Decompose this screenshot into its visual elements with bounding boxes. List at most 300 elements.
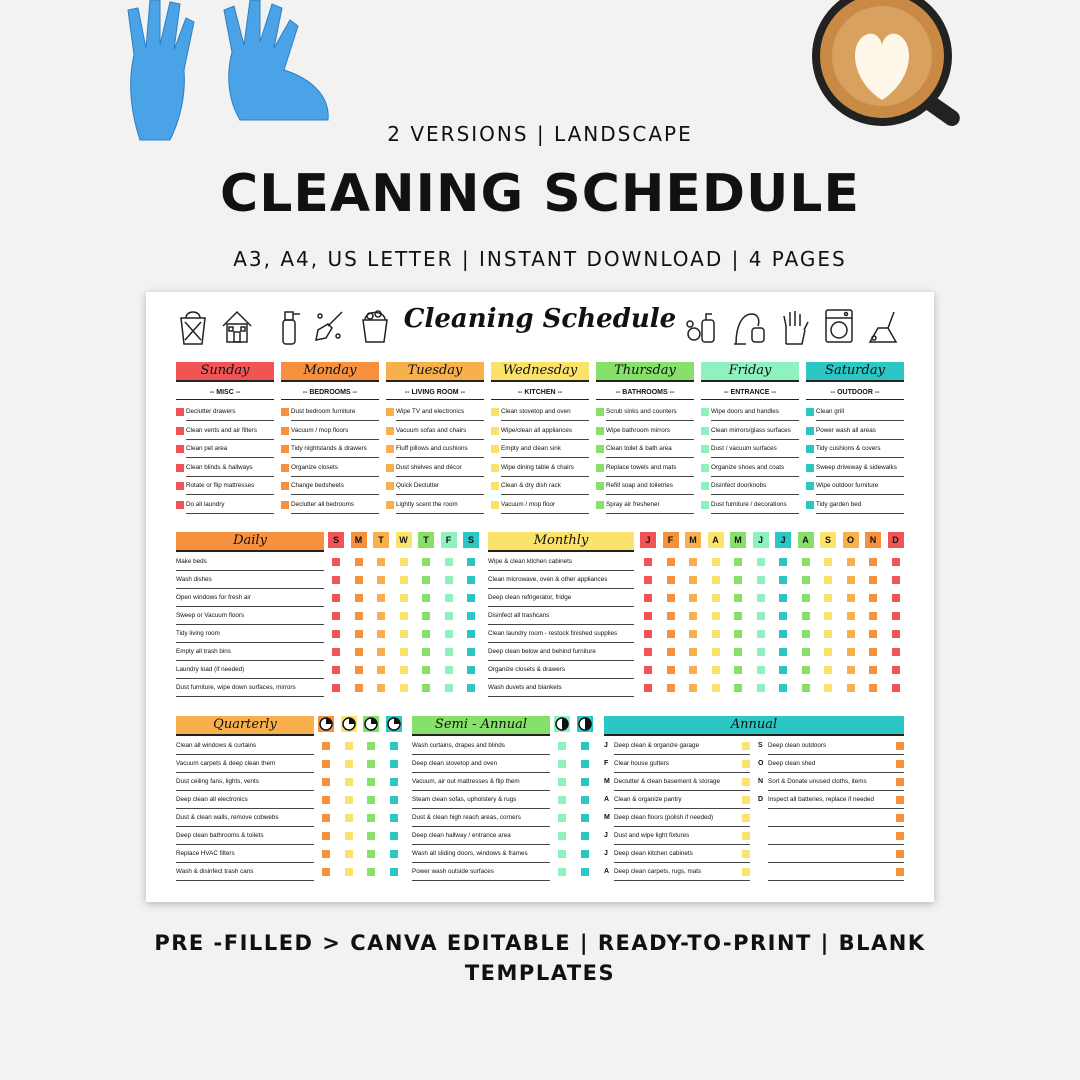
checkbox-square: [345, 742, 353, 750]
semi-annual-task: Power wash outside surfaces: [412, 864, 550, 881]
checkbox-square: [757, 684, 765, 692]
checkbox-square: [742, 850, 750, 858]
checkbox-square: [896, 850, 904, 858]
weekly-task: Wipe TV and electronics: [396, 404, 484, 421]
half-year-icon: [554, 716, 570, 732]
daily-task: Laundry load (if needed): [176, 662, 324, 679]
checkbox-square: [802, 666, 810, 674]
checkbox-square: [742, 868, 750, 876]
checkbox-square: [581, 832, 589, 840]
checkbox-square: [377, 684, 385, 692]
checkbox-square: [422, 666, 430, 674]
checkbox-square: [802, 648, 810, 656]
checkbox-square: [422, 684, 430, 692]
checkbox-square: [355, 630, 363, 638]
checkbox-square: [445, 630, 453, 638]
weekly-task: Wipe dining table & chairs: [501, 460, 589, 477]
checkbox-square: [332, 648, 340, 656]
checkbox-square: [367, 742, 375, 750]
coffee-cup-image: [810, 0, 970, 140]
weekly-task: Dust / vacuum surfaces: [711, 441, 799, 458]
checkbox-square: [896, 742, 904, 750]
checkbox-square: [757, 558, 765, 566]
checkbox-square: [667, 558, 675, 566]
checkbox-square: [422, 630, 430, 638]
checkbox-square: [644, 684, 652, 692]
checkbox-square: [869, 630, 877, 638]
checkbox-square: [355, 666, 363, 674]
weekly-task: Spray air freshener: [606, 497, 694, 514]
weekly-task: Replace towels and mats: [606, 460, 694, 477]
checkbox-square: [712, 648, 720, 656]
checkbox-square: [322, 760, 330, 768]
annual-task: [768, 846, 904, 863]
checkbox-square: [467, 684, 475, 692]
daily-task: Sweep or Vacuum floors: [176, 608, 324, 625]
checkbox-square: [390, 832, 398, 840]
task-color-square: [176, 427, 184, 435]
task-color-square: [596, 501, 604, 509]
weekday-letter: S: [328, 532, 344, 548]
checkbox-square: [332, 612, 340, 620]
monthly-task: Disinfect all trashcans: [488, 608, 634, 625]
daily-task: Tidy living room: [176, 626, 324, 643]
checkbox-square: [345, 760, 353, 768]
annual-month-letter: J: [604, 850, 608, 857]
quarterly-task: Wash & disinfect trash cans: [176, 864, 314, 881]
monthly-header: Monthly: [488, 532, 634, 552]
glove-hand-icon: [778, 306, 812, 346]
weekly-task: Declutter drawers: [186, 404, 274, 421]
task-color-square: [491, 445, 499, 453]
checkbox-square: [667, 612, 675, 620]
house-icon: [220, 306, 254, 346]
checkbox-square: [869, 576, 877, 584]
checkbox-square: [779, 666, 787, 674]
checkbox-square: [422, 648, 430, 656]
weekday-letter: T: [418, 532, 434, 548]
day-category: -- ENTRANCE --: [701, 387, 799, 400]
checkbox-square: [667, 648, 675, 656]
checkbox-square: [734, 576, 742, 584]
weekly-task: Power wash all areas: [816, 423, 904, 440]
day-header: Wednesday: [491, 362, 589, 382]
checkbox-square: [322, 850, 330, 858]
checkbox-square: [712, 630, 720, 638]
weekly-task: Tidy garden bed: [816, 497, 904, 514]
daily-task: Wash dishes: [176, 572, 324, 589]
checkbox-square: [824, 648, 832, 656]
task-color-square: [491, 482, 499, 490]
task-color-square: [386, 427, 394, 435]
checkbox-square: [322, 742, 330, 750]
monthly-task: Organize closets & drawers: [488, 662, 634, 679]
annual-task: [768, 828, 904, 845]
checkbox-square: [581, 850, 589, 858]
checkbox-square: [367, 760, 375, 768]
checkbox-square: [445, 684, 453, 692]
checkbox-square: [757, 594, 765, 602]
checkbox-square: [847, 612, 855, 620]
day-header: Monday: [281, 362, 379, 382]
task-color-square: [806, 464, 814, 472]
subtitle-bottom: A3, A4, US LETTER | INSTANT DOWNLOAD | 4 PAGES: [233, 247, 847, 271]
task-color-square: [701, 445, 709, 453]
checkbox-square: [581, 760, 589, 768]
checkbox-square: [802, 594, 810, 602]
weekday-letter: S: [463, 532, 479, 548]
weekly-task: Tidy cushions & covers: [816, 441, 904, 458]
checkbox-square: [712, 684, 720, 692]
footer-text: [0, 928, 1080, 988]
task-color-square: [806, 482, 814, 490]
checkbox-square: [757, 648, 765, 656]
annual-task: Deep clean shed: [768, 756, 904, 773]
checkbox-square: [802, 576, 810, 584]
checkbox-square: [390, 850, 398, 858]
month-letter: M: [685, 532, 701, 548]
dustpan-icon: [866, 306, 900, 346]
checkbox-square: [779, 684, 787, 692]
quarterly-task: Replace HVAC filters: [176, 846, 314, 863]
task-color-square: [176, 445, 184, 453]
subtitle-top: 2 VERSIONS | LANDSCAPE: [387, 122, 693, 146]
checkbox-square: [689, 630, 697, 638]
checkbox-square: [390, 814, 398, 822]
annual-month-letter: A: [604, 868, 610, 875]
month-letter: A: [798, 532, 814, 548]
checkbox-square: [390, 796, 398, 804]
checkbox-square: [332, 594, 340, 602]
laundry-basket-icon: [176, 306, 210, 346]
weekly-task: Wipe/clean all appliances: [501, 423, 589, 440]
soap-icon: [684, 306, 718, 346]
weekly-task: Quick Declutter: [396, 478, 484, 495]
month-letter: J: [640, 532, 656, 548]
checkbox-square: [467, 666, 475, 674]
checkbox-square: [896, 760, 904, 768]
checkbox-square: [779, 612, 787, 620]
checkbox-square: [332, 558, 340, 566]
checkbox-square: [581, 868, 589, 876]
semi-annual-task: Vacuum, air out mattresses & flip them: [412, 774, 550, 791]
checkbox-square: [467, 558, 475, 566]
checkbox-square: [390, 778, 398, 786]
weekly-task: Empty and clean sink: [501, 441, 589, 458]
checkbox-square: [689, 648, 697, 656]
checkbox-square: [422, 594, 430, 602]
checkbox-square: [355, 648, 363, 656]
monthly-task: Clean laundry room - restock finished supplies: [488, 626, 634, 643]
weekly-task: Scrub sinks and counters: [606, 404, 694, 421]
checkbox-square: [400, 576, 408, 584]
weekly-task: Vacuum / mop floors: [291, 423, 379, 440]
weekly-task: Dust bedroom furniture: [291, 404, 379, 421]
checkbox-square: [644, 648, 652, 656]
checkbox-square: [757, 666, 765, 674]
task-color-square: [596, 427, 604, 435]
weekly-task: Clean grill: [816, 404, 904, 421]
task-color-square: [806, 408, 814, 416]
weekly-task: Rotate or flip mattresses: [186, 478, 274, 495]
checkbox-square: [712, 594, 720, 602]
annual-task: Deep clean & organize garage: [614, 738, 750, 755]
daily-header: Daily: [176, 532, 324, 552]
annual-task: [768, 864, 904, 881]
task-color-square: [701, 408, 709, 416]
annual-month-letter: S: [758, 742, 763, 749]
day-category: -- OUTDOOR --: [806, 387, 904, 400]
checkbox-square: [757, 576, 765, 584]
checkbox-square: [445, 666, 453, 674]
month-letter: N: [865, 532, 881, 548]
checkbox-square: [689, 594, 697, 602]
checkbox-square: [779, 630, 787, 638]
weekly-task: Organize closets: [291, 460, 379, 477]
task-color-square: [806, 501, 814, 509]
checkbox-square: [667, 576, 675, 584]
checkbox-square: [345, 850, 353, 858]
quarter-icon: [386, 716, 402, 732]
checkbox-square: [757, 630, 765, 638]
checkbox-square: [802, 612, 810, 620]
checkbox-square: [390, 760, 398, 768]
checkbox-square: [322, 832, 330, 840]
weekly-task: Clean vents and air filters: [186, 423, 274, 440]
checkbox-square: [467, 612, 475, 620]
checkbox-square: [377, 594, 385, 602]
checkbox-square: [779, 558, 787, 566]
checkbox-square: [367, 868, 375, 876]
checkbox-square: [824, 594, 832, 602]
checkbox-square: [644, 666, 652, 674]
annual-task: Inspect all batteries, replace if needed: [768, 792, 904, 809]
checkbox-square: [802, 630, 810, 638]
checkbox-square: [332, 576, 340, 584]
checkbox-square: [644, 612, 652, 620]
quarterly-task: Deep clean all electronics: [176, 792, 314, 809]
task-color-square: [386, 464, 394, 472]
checkbox-square: [667, 684, 675, 692]
task-color-square: [701, 482, 709, 490]
checkbox-square: [355, 612, 363, 620]
checkbox-square: [581, 778, 589, 786]
task-color-square: [491, 427, 499, 435]
task-color-square: [596, 464, 604, 472]
checkbox-square: [355, 576, 363, 584]
task-color-square: [701, 427, 709, 435]
checkbox-square: [377, 666, 385, 674]
task-color-square: [701, 464, 709, 472]
checkbox-square: [869, 684, 877, 692]
weekly-task: Wipe outdoor furniture: [816, 478, 904, 495]
checkbox-square: [824, 558, 832, 566]
weekly-task: Clean & dry dish rack: [501, 478, 589, 495]
checkbox-square: [667, 594, 675, 602]
weekly-task: Dust furniture / decorations: [711, 497, 799, 514]
checkbox-square: [742, 778, 750, 786]
checkbox-square: [892, 630, 900, 638]
checkbox-square: [467, 630, 475, 638]
checkbox-square: [322, 796, 330, 804]
checkbox-square: [892, 666, 900, 674]
checkbox-square: [847, 630, 855, 638]
checkbox-square: [400, 594, 408, 602]
checkbox-square: [422, 612, 430, 620]
semi-annual-task: Dust & clean high reach areas, corners: [412, 810, 550, 827]
checkbox-square: [847, 558, 855, 566]
checkbox-square: [558, 778, 566, 786]
checkbox-square: [367, 814, 375, 822]
checkbox-square: [712, 576, 720, 584]
checkbox-square: [400, 558, 408, 566]
weekly-task: Clean mirrors/glass surfaces: [711, 423, 799, 440]
checkbox-square: [377, 558, 385, 566]
checkbox-square: [581, 814, 589, 822]
weekly-task: Clean pet area: [186, 441, 274, 458]
checkbox-square: [847, 666, 855, 674]
sheet-title: Cleaning Schedule: [403, 304, 677, 334]
day-category: -- MISC --: [176, 387, 274, 400]
checkbox-square: [332, 684, 340, 692]
weekly-task: Tidy nightstands & drawers: [291, 441, 379, 458]
month-letter: S: [820, 532, 836, 548]
checkbox-square: [712, 666, 720, 674]
annual-task: Sort & Donate unused cloths, items: [768, 774, 904, 791]
checkbox-square: [779, 648, 787, 656]
checkbox-square: [558, 742, 566, 750]
checkbox-square: [355, 594, 363, 602]
annual-month-letter: M: [604, 778, 610, 785]
daily-task: Open windows for fresh air: [176, 590, 324, 607]
checkbox-square: [467, 576, 475, 584]
checkbox-square: [734, 558, 742, 566]
annual-month-letter: A: [604, 796, 610, 803]
checkbox-square: [345, 814, 353, 822]
daily-task: Dust furniture, wipe down surfaces, mirrors: [176, 680, 324, 697]
checkbox-square: [689, 576, 697, 584]
checkbox-square: [345, 778, 353, 786]
checkbox-square: [869, 558, 877, 566]
quarterly-task: Clean all windows & curtains: [176, 738, 314, 755]
semi-annual-header: Semi - Annual: [412, 716, 550, 736]
checkbox-square: [896, 868, 904, 876]
checkbox-square: [355, 558, 363, 566]
checkbox-square: [869, 648, 877, 656]
month-letter: J: [753, 532, 769, 548]
checkbox-square: [644, 630, 652, 638]
weekly-task: Refill soap and toiletries: [606, 478, 694, 495]
checkbox-square: [445, 612, 453, 620]
weekly-task: Change bedsheets: [291, 478, 379, 495]
annual-task: Declutter & clean basement & storage: [614, 774, 750, 791]
checkbox-square: [345, 868, 353, 876]
month-letter: M: [730, 532, 746, 548]
weekly-task: Wipe doors and handles: [711, 404, 799, 421]
checkbox-square: [558, 796, 566, 804]
daily-task: Empty all trash bins: [176, 644, 324, 661]
annual-month-letter: D: [758, 796, 764, 803]
checkbox-square: [689, 612, 697, 620]
day-header: Thursday: [596, 362, 694, 382]
checkbox-square: [581, 796, 589, 804]
task-color-square: [386, 445, 394, 453]
weekly-task: Lightly scent the room: [396, 497, 484, 514]
checkbox-square: [896, 814, 904, 822]
checkbox-square: [445, 594, 453, 602]
quarter-icon: [341, 716, 357, 732]
checkbox-square: [422, 576, 430, 584]
annual-header: Annual: [604, 716, 904, 736]
checkbox-square: [467, 594, 475, 602]
checkbox-square: [869, 594, 877, 602]
checkbox-square: [467, 648, 475, 656]
checkbox-square: [558, 850, 566, 858]
quarterly-header: Quarterly: [176, 716, 314, 736]
checkbox-square: [377, 576, 385, 584]
quarterly-task: Dust & clean walls, remove cobwebs: [176, 810, 314, 827]
checkbox-square: [377, 648, 385, 656]
checkbox-square: [896, 796, 904, 804]
weekly-task: Disinfect doorknobs: [711, 478, 799, 495]
quarter-icon: [363, 716, 379, 732]
weekday-letter: F: [441, 532, 457, 548]
checkbox-square: [667, 666, 675, 674]
washing-machine-icon: [822, 306, 856, 346]
checkbox-square: [367, 850, 375, 858]
checkbox-square: [345, 832, 353, 840]
annual-task: Clear house gutters: [614, 756, 750, 773]
task-color-square: [281, 445, 289, 453]
checkbox-square: [742, 742, 750, 750]
checkbox-square: [734, 630, 742, 638]
vacuum-icon: [732, 306, 766, 346]
checkbox-square: [779, 576, 787, 584]
footer-line-2: TEMPLATES: [464, 961, 616, 985]
task-color-square: [281, 482, 289, 490]
weekly-task: Clean stovetop and oven: [501, 404, 589, 421]
checkbox-square: [400, 666, 408, 674]
day-category: -- LIVING ROOM --: [386, 387, 484, 400]
annual-task: Deep clean carpets, rugs, mats: [614, 864, 750, 881]
checkbox-square: [869, 666, 877, 674]
monthly-task: Deep clean below and behind furniture: [488, 644, 634, 661]
main-title: CLEANING SCHEDULE: [220, 164, 860, 224]
weekly-task: Vacuum / mop floor: [501, 497, 589, 514]
task-color-square: [176, 464, 184, 472]
checkbox-square: [689, 666, 697, 674]
checkbox-square: [892, 684, 900, 692]
checkbox-square: [644, 558, 652, 566]
footer-line-1: PRE -FILLED > CANVA EDITABLE | READY-TO-PRINT | BLANK: [154, 931, 926, 955]
annual-month-letter: O: [758, 760, 764, 767]
weekly-task: Wipe bathroom mirrors: [606, 423, 694, 440]
checkbox-square: [734, 648, 742, 656]
checkbox-square: [869, 612, 877, 620]
checkbox-square: [689, 684, 697, 692]
checkbox-square: [742, 796, 750, 804]
day-category: -- BEDROOMS --: [281, 387, 379, 400]
task-color-square: [386, 501, 394, 509]
task-color-square: [596, 408, 604, 416]
task-color-square: [491, 501, 499, 509]
checkbox-square: [377, 630, 385, 638]
task-color-square: [281, 427, 289, 435]
checkbox-square: [332, 630, 340, 638]
checkbox-square: [892, 594, 900, 602]
weekly-task: Clean blinds & hallways: [186, 460, 274, 477]
spray-bottle-icon: [272, 306, 306, 346]
